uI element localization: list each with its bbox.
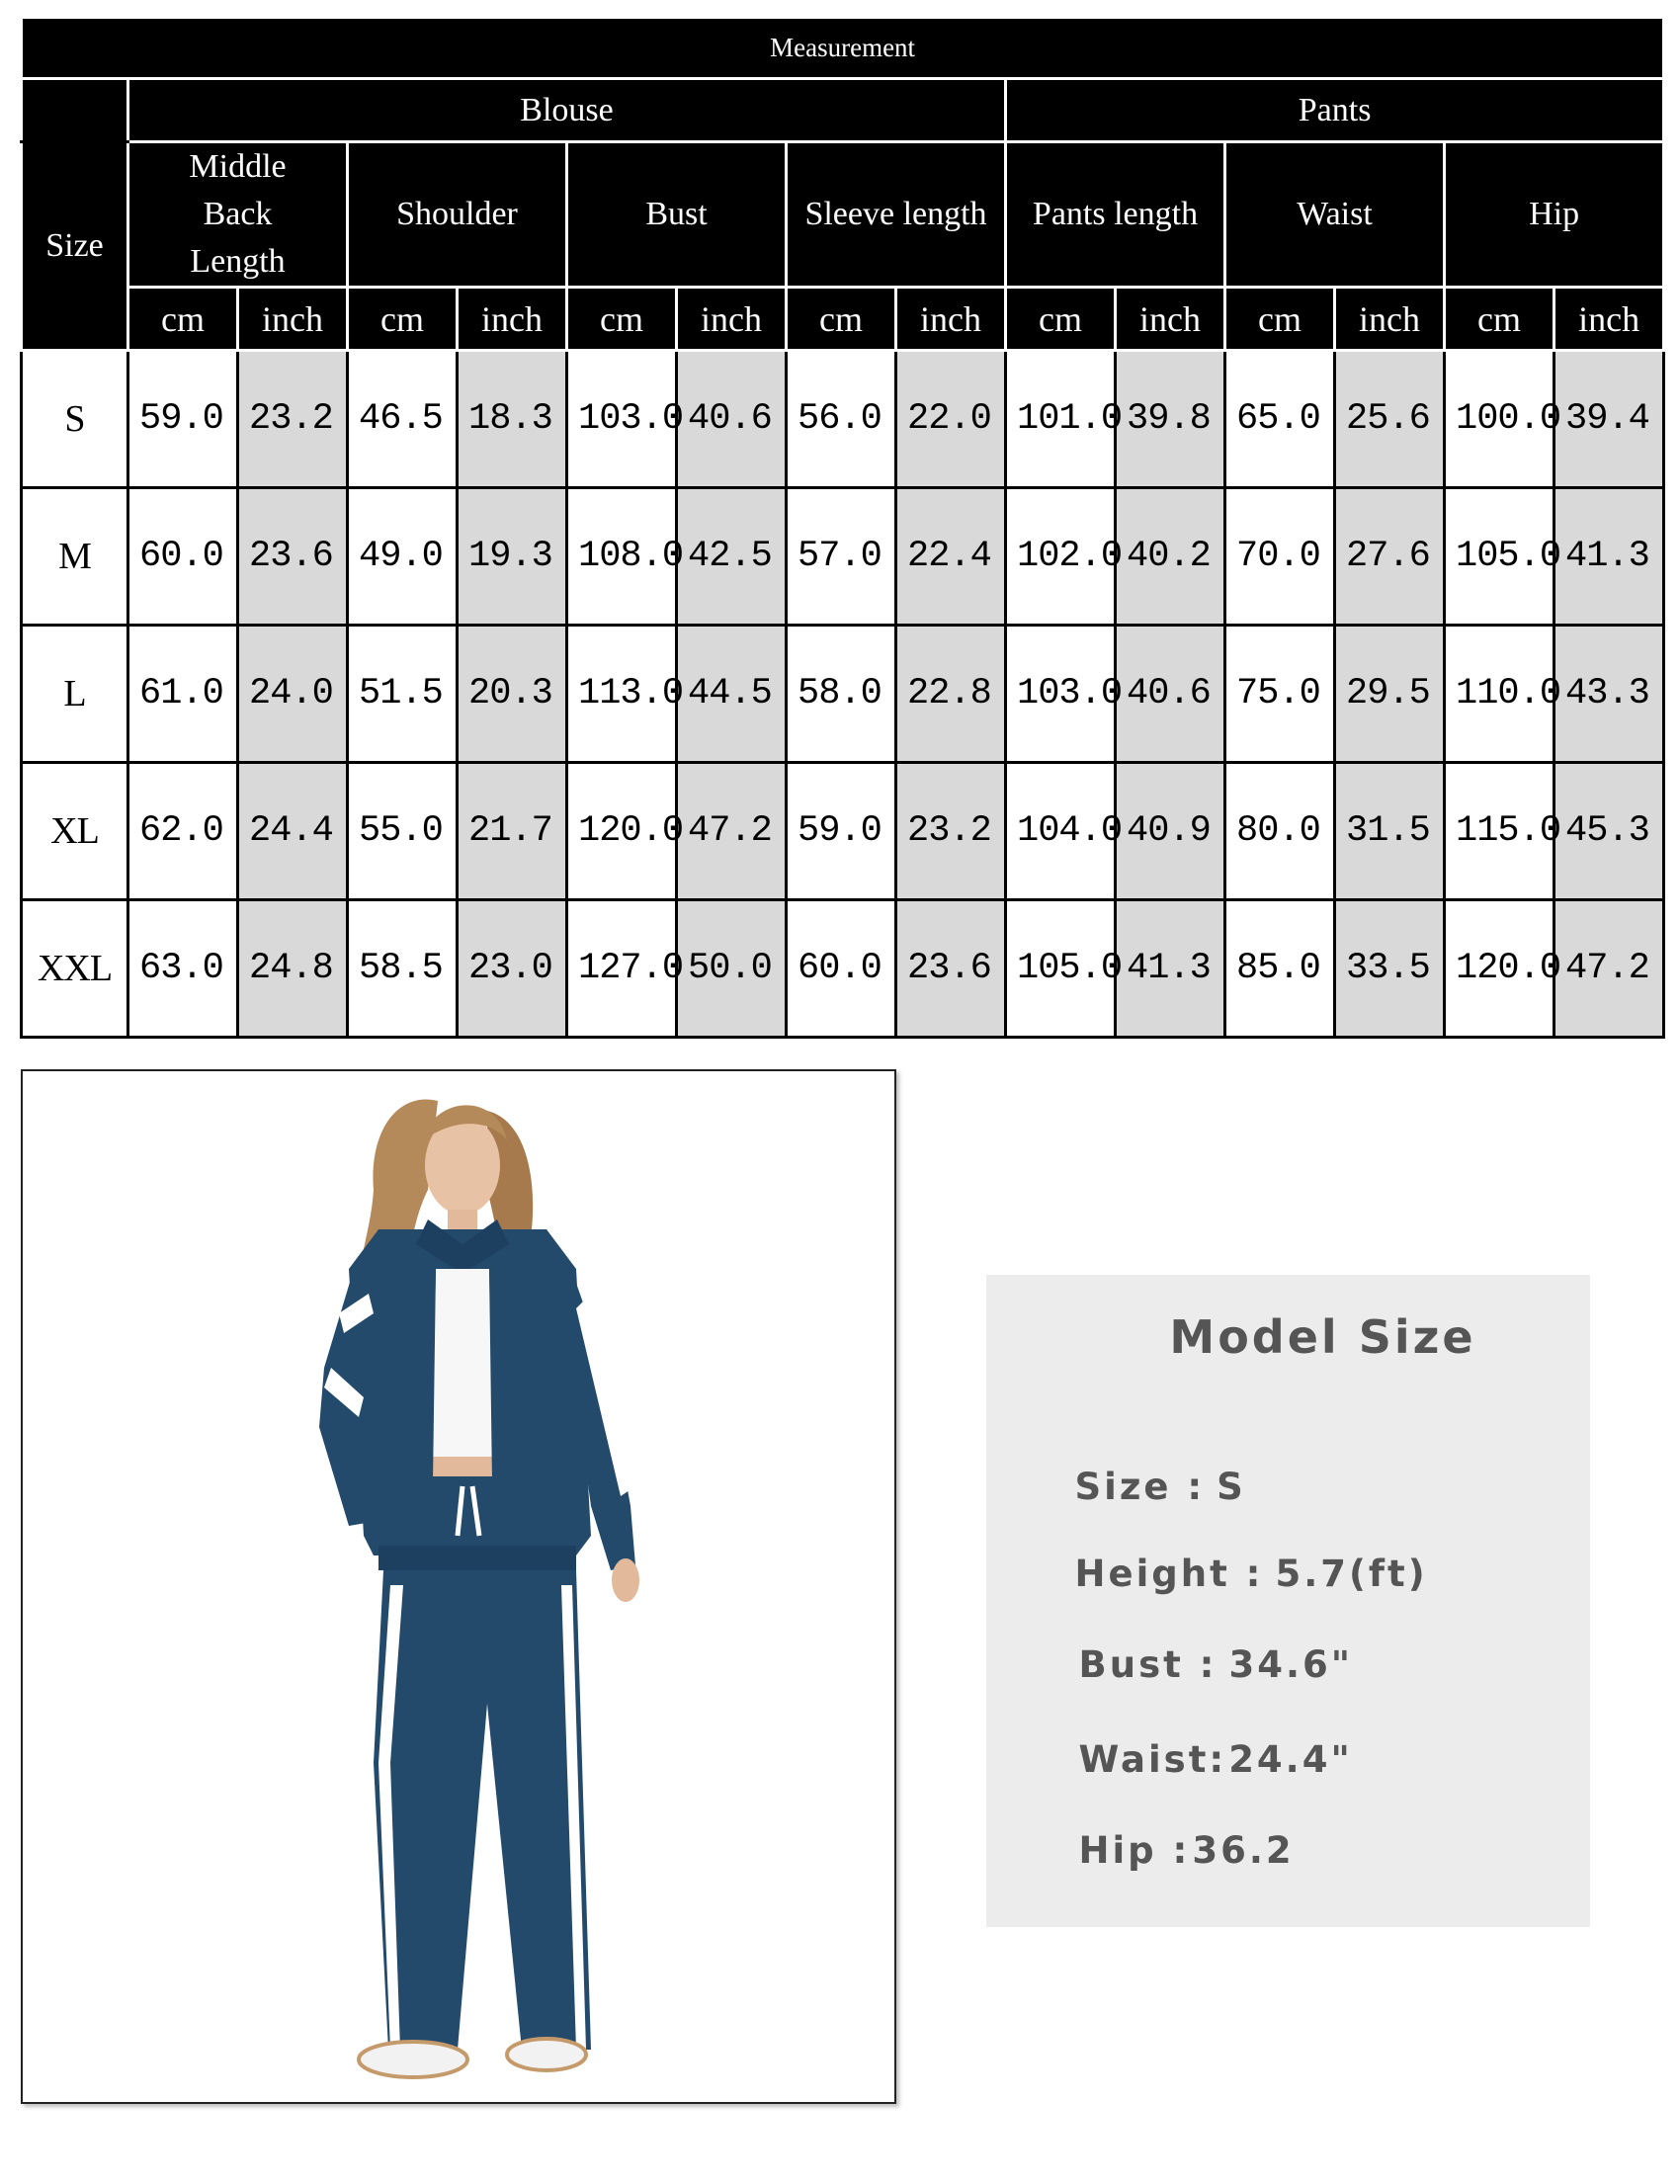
- value-cell-inch: 33.5: [1335, 900, 1445, 1038]
- measure-header: Pants length: [1006, 142, 1225, 288]
- value-cell-cm: 120.0: [1445, 900, 1554, 1038]
- unit-header-cm: cm: [1006, 288, 1116, 351]
- value-cell-inch: 41.3: [1116, 900, 1225, 1038]
- unit-header-cm: cm: [567, 288, 677, 351]
- unit-header-cm: cm: [787, 288, 896, 351]
- table-row: [22, 900, 1664, 1038]
- model-photo: [21, 1069, 896, 2104]
- value-cell-inch: 27.6: [1335, 488, 1445, 626]
- value-cell-cm: 127.0: [567, 900, 677, 1038]
- value-cell-cm: 59.0: [787, 763, 896, 900]
- unit-header-cm: cm: [128, 288, 238, 351]
- value-cell-cm: 110.0: [1445, 626, 1554, 763]
- value-cell-inch: 29.5: [1335, 626, 1445, 763]
- size-cell: XXL: [22, 900, 128, 1038]
- value-cell-cm: 115.0: [1445, 763, 1554, 900]
- unit-header-cm: cm: [348, 288, 458, 351]
- value-cell-cm: 51.5: [348, 626, 458, 763]
- value-cell-inch: 25.6: [1335, 351, 1445, 488]
- model-size-title: Model Size: [1169, 1310, 1476, 1364]
- value-cell-cm: 100.0: [1445, 351, 1554, 488]
- value-cell-inch: 19.3: [458, 488, 567, 626]
- size-chart-table: [20, 16, 1665, 1039]
- value-cell-cm: 105.0: [1006, 900, 1116, 1038]
- value-cell-inch: 40.9: [1116, 763, 1225, 900]
- value-cell-inch: 24.0: [238, 626, 348, 763]
- value-cell-inch: 44.5: [677, 626, 787, 763]
- value-cell-cm: 60.0: [128, 488, 238, 626]
- model-height-label: Height :: [1074, 1553, 1264, 1595]
- value-cell-cm: 57.0: [787, 488, 896, 626]
- unit-header-cm: cm: [1445, 288, 1554, 351]
- value-cell-inch: 23.2: [238, 351, 348, 488]
- value-cell-cm: 108.0: [567, 488, 677, 626]
- value-cell-cm: 103.0: [1006, 626, 1116, 763]
- value-cell-inch: 24.8: [238, 900, 348, 1038]
- value-cell-inch: 47.2: [677, 763, 787, 900]
- size-cell: S: [22, 351, 128, 488]
- value-cell-cm: 60.0: [787, 900, 896, 1038]
- unit-header-inch: inch: [896, 288, 1006, 351]
- measure-header: Hip: [1445, 142, 1664, 288]
- model-hip-row: [1016, 1787, 1295, 1914]
- value-cell-inch: 41.3: [1554, 488, 1664, 626]
- value-cell-inch: 40.6: [677, 351, 787, 488]
- value-cell-cm: 80.0: [1225, 763, 1335, 900]
- unit-header-inch: inch: [458, 288, 567, 351]
- value-cell-inch: 47.2: [1554, 900, 1664, 1038]
- value-cell-inch: 43.3: [1554, 626, 1664, 763]
- table-row: [22, 351, 1664, 488]
- unit-header-inch: inch: [1335, 288, 1445, 351]
- value-cell-cm: 102.0: [1006, 488, 1116, 626]
- value-cell-cm: 105.0: [1445, 488, 1554, 626]
- value-cell-cm: 101.0: [1006, 351, 1116, 488]
- value-cell-inch: 23.6: [896, 900, 1006, 1038]
- value-cell-inch: 45.3: [1554, 763, 1664, 900]
- model-waist-label: Waist:: [1078, 1738, 1227, 1781]
- value-cell-inch: 39.4: [1554, 351, 1664, 488]
- value-cell-inch: 40.2: [1116, 488, 1225, 626]
- value-cell-inch: 50.0: [677, 900, 787, 1038]
- measure-header: Bust: [567, 142, 787, 288]
- unit-header-inch: inch: [1554, 288, 1664, 351]
- measure-header: Waist: [1225, 142, 1445, 288]
- value-cell-cm: 104.0: [1006, 763, 1116, 900]
- model-size-value: S: [1217, 1466, 1246, 1508]
- table-row: [22, 488, 1664, 626]
- value-cell-inch: 42.5: [677, 488, 787, 626]
- model-bust-value: 34.6": [1228, 1643, 1354, 1686]
- group-header-blouse: Blouse: [128, 79, 1006, 142]
- model-size-label: Size :: [1074, 1466, 1206, 1508]
- value-cell-cm: 61.0: [128, 626, 238, 763]
- value-cell-cm: 65.0: [1225, 351, 1335, 488]
- measure-header: Middle Back Length: [128, 142, 348, 288]
- value-cell-cm: 58.0: [787, 626, 896, 763]
- value-cell-inch: 40.6: [1116, 626, 1225, 763]
- value-cell-inch: 21.7: [458, 763, 567, 900]
- measure-header: Shoulder: [348, 142, 567, 288]
- value-cell-cm: 56.0: [787, 351, 896, 488]
- model-size-panel: [986, 1275, 1590, 1927]
- value-cell-cm: 70.0: [1225, 488, 1335, 626]
- value-cell-inch: 22.0: [896, 351, 1006, 488]
- value-cell-cm: 113.0: [567, 626, 677, 763]
- value-cell-cm: 59.0: [128, 351, 238, 488]
- group-header-pants: Pants: [1006, 79, 1664, 142]
- value-cell-cm: 55.0: [348, 763, 458, 900]
- model-hip-value: 36.2: [1192, 1829, 1295, 1872]
- value-cell-inch: 23.6: [238, 488, 348, 626]
- table-title: Measurement: [22, 18, 1664, 79]
- model-bust-label: Bust :: [1078, 1643, 1218, 1686]
- measure-header: Sleeve length: [787, 142, 1006, 288]
- unit-header-inch: inch: [238, 288, 348, 351]
- size-cell: L: [22, 626, 128, 763]
- value-cell-cm: 75.0: [1225, 626, 1335, 763]
- model-hip-label: Hip :: [1078, 1829, 1191, 1872]
- model-height-value: 5.7(ft): [1275, 1553, 1428, 1595]
- value-cell-cm: 49.0: [348, 488, 458, 626]
- value-cell-inch: 20.3: [458, 626, 567, 763]
- value-cell-cm: 103.0: [567, 351, 677, 488]
- model-waist-value: 24.4": [1228, 1738, 1353, 1781]
- table-row: [22, 763, 1664, 900]
- value-cell-cm: 62.0: [128, 763, 238, 900]
- value-cell-inch: 18.3: [458, 351, 567, 488]
- value-cell-inch: 22.8: [896, 626, 1006, 763]
- value-cell-inch: 31.5: [1335, 763, 1445, 900]
- unit-header-cm: cm: [1225, 288, 1335, 351]
- value-cell-cm: 63.0: [128, 900, 238, 1038]
- value-cell-inch: 23.2: [896, 763, 1006, 900]
- value-cell-cm: 58.5: [348, 900, 458, 1038]
- size-cell: XL: [22, 763, 128, 900]
- value-cell-cm: 85.0: [1225, 900, 1335, 1038]
- value-cell-inch: 39.8: [1116, 351, 1225, 488]
- value-cell-cm: 120.0: [567, 763, 677, 900]
- value-cell-inch: 22.4: [896, 488, 1006, 626]
- size-column-header: Size: [22, 142, 128, 351]
- model-figure-illustration: [23, 1071, 894, 2102]
- unit-header-inch: inch: [1116, 288, 1225, 351]
- table-row: [22, 626, 1664, 763]
- size-cell: M: [22, 488, 128, 626]
- value-cell-inch: 23.0: [458, 900, 567, 1038]
- value-cell-cm: 46.5: [348, 351, 458, 488]
- unit-header-inch: inch: [677, 288, 787, 351]
- value-cell-inch: 24.4: [238, 763, 348, 900]
